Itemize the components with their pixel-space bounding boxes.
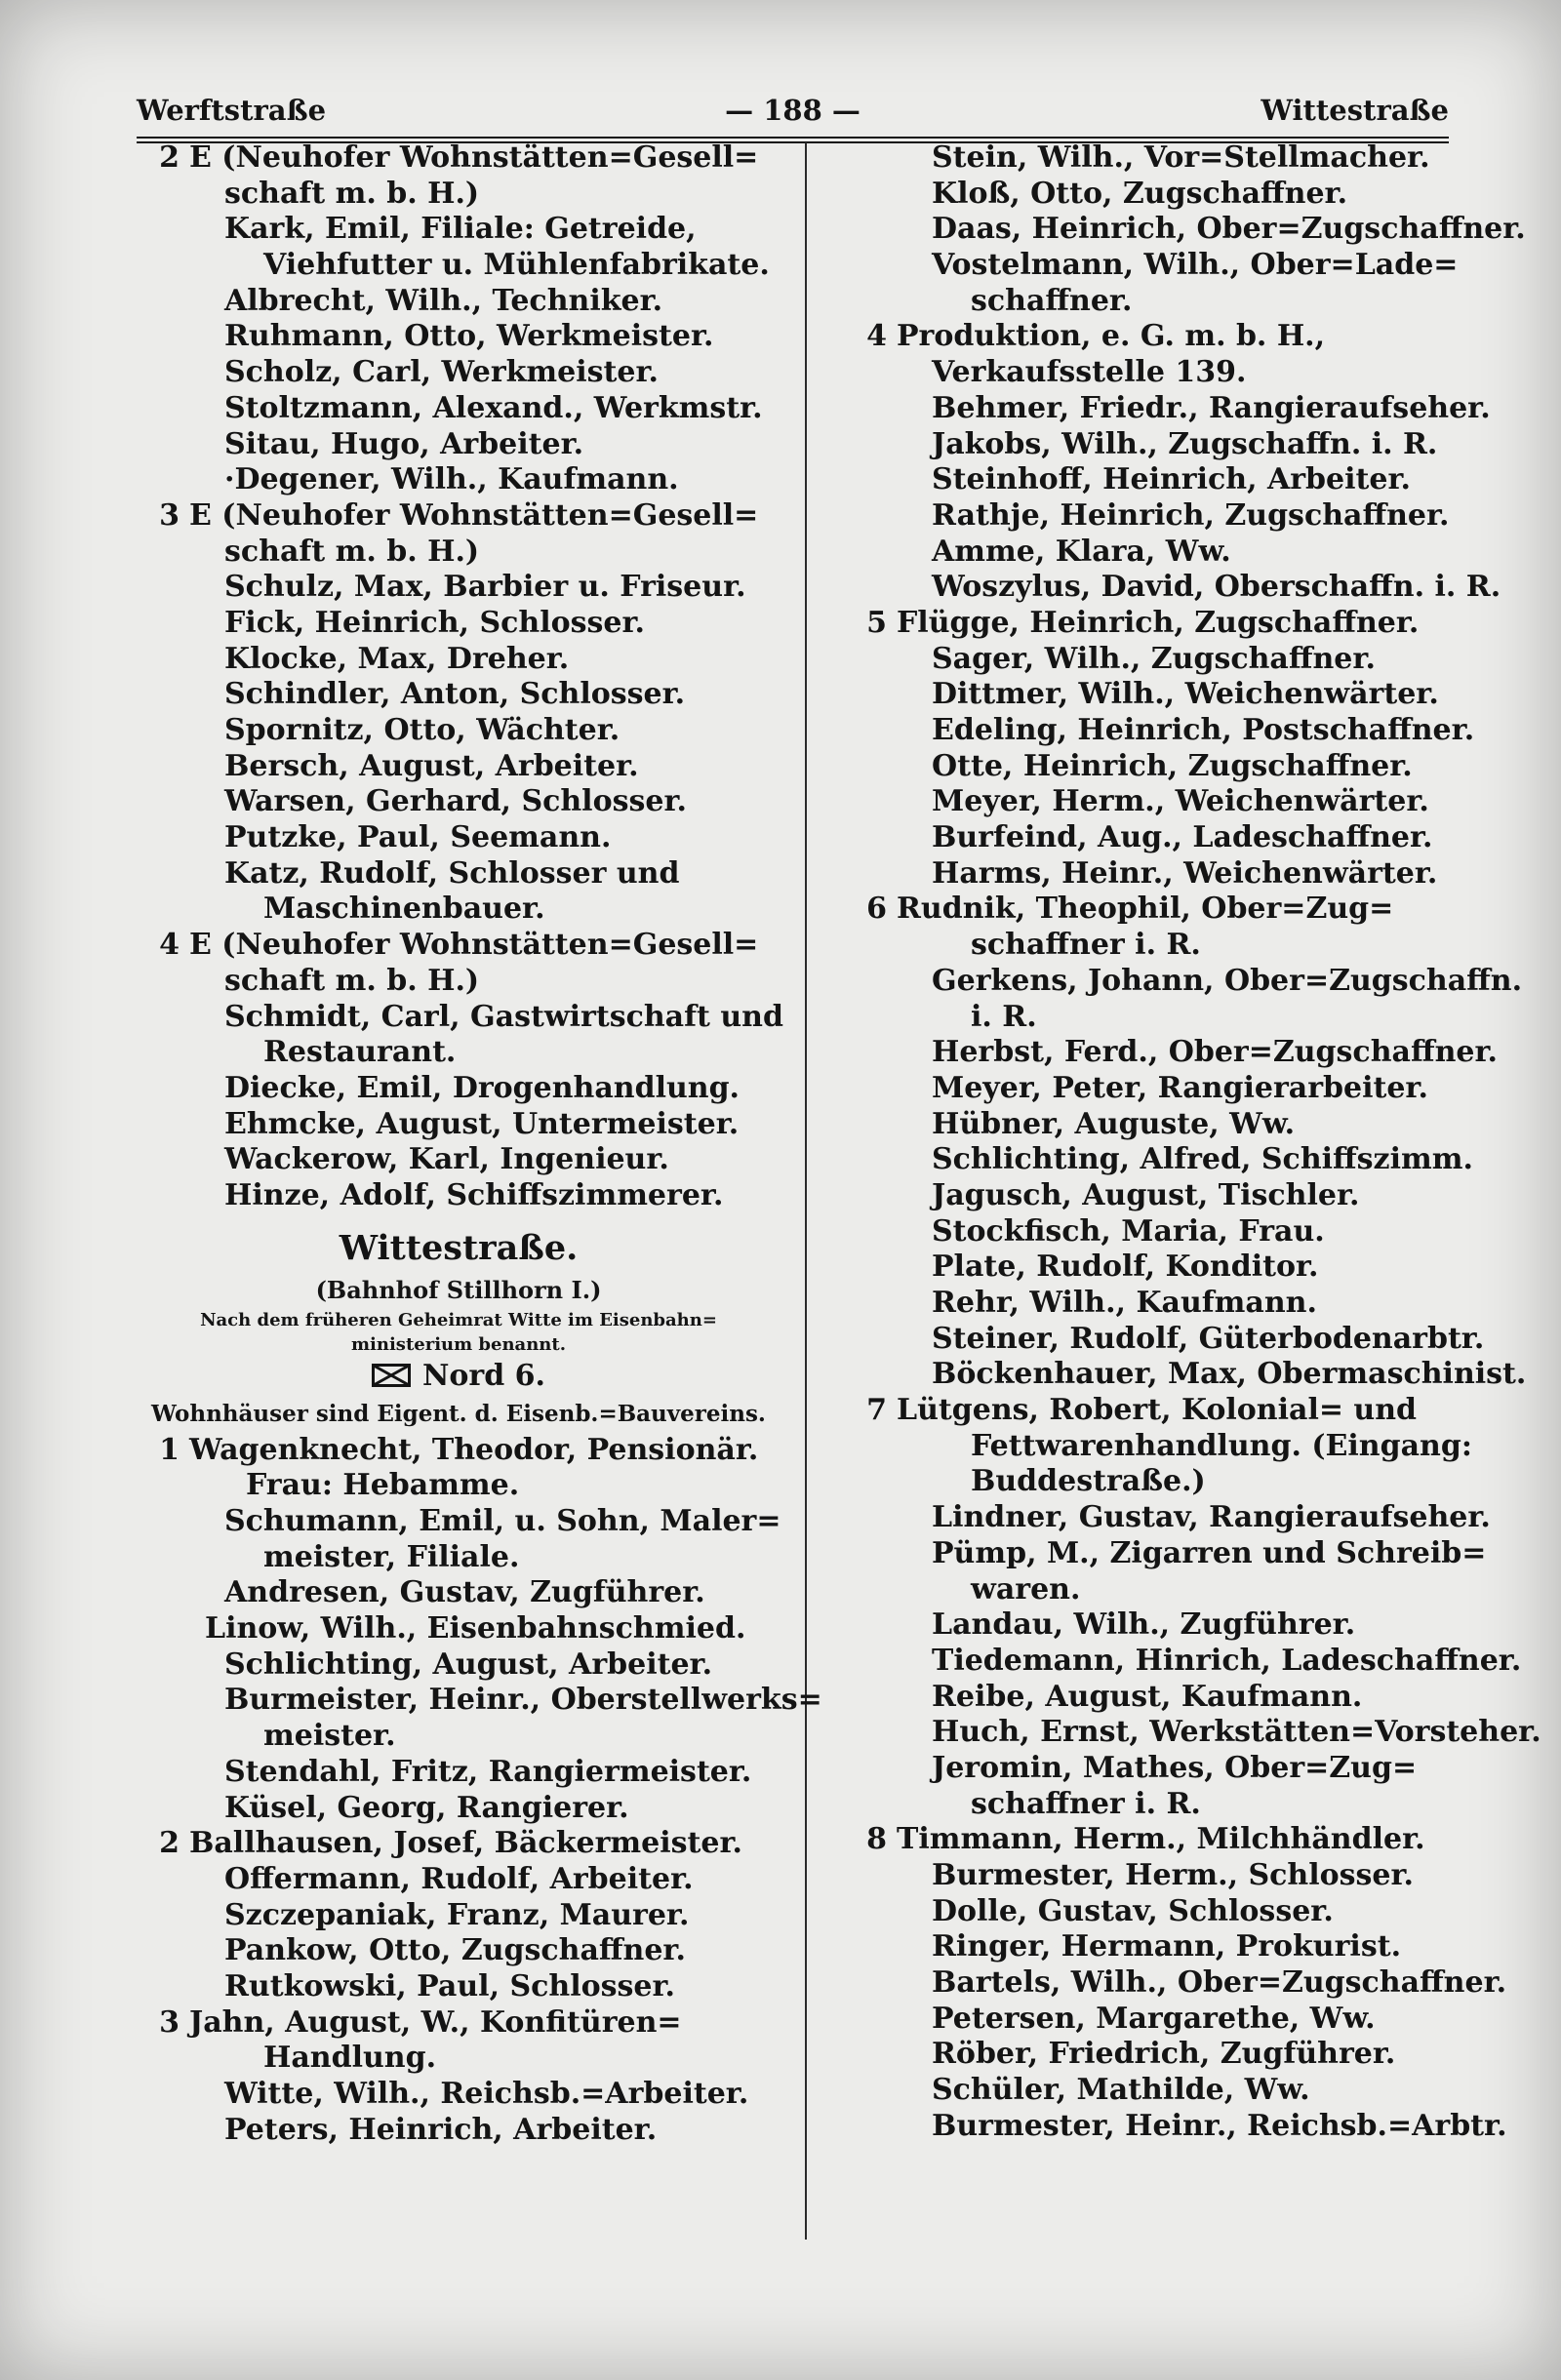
directory-entry: Küsel, Georg, Rangierer.	[224, 1790, 629, 1825]
street-subtitle: (Bahnhof Stillhorn I.)	[315, 1275, 602, 1304]
directory-entry: Röber, Friedrich, Zugführer.	[932, 2037, 1396, 2072]
directory-entry: Schmidt, Carl, Gastwirtschaft und	[224, 999, 783, 1034]
house-number-line	[137, 2005, 780, 2042]
directory-entry: Amme, Klara, Ww.	[932, 534, 1231, 569]
header-right-street: Wittestraße	[1261, 94, 1449, 127]
directory-entry: Kloß, Otto, Zugschaffner.	[932, 176, 1348, 211]
directory-entry: Landau, Wilh., Zugführer.	[932, 1607, 1356, 1643]
house-number: 4	[866, 319, 887, 354]
entry-first: Produktion, e. G. m. b. H.,	[897, 319, 1326, 354]
directory-entry: Rathje, Heinrich, Zugschaffner.	[932, 497, 1450, 533]
directory-entry: Huch, Ernst, Werkstätten=Vorsteher.	[932, 1715, 1541, 1750]
house-number: 3	[159, 497, 180, 533]
directory-entry: schaffner i. R.	[971, 1786, 1201, 1821]
directory-entry: Meyer, Herm., Weichenwärter.	[932, 784, 1429, 819]
house-number: 7	[866, 1393, 887, 1428]
directory-entry: Harms, Heinr., Weichenwärter.	[932, 855, 1438, 891]
entry-group	[844, 1428, 1541, 1823]
directory-entry: Hübner, Auguste, Ww.	[932, 1106, 1296, 1141]
directory-entry: Jakobs, Wilh., Zugschaffn. i. R.	[932, 426, 1438, 461]
house-number-line	[137, 1826, 780, 1862]
directory-entry: Jagusch, August, Tischler.	[932, 1177, 1360, 1212]
directory-entry: Gerkens, Johann, Ober=Zugschaffn.	[932, 963, 1523, 998]
house-number: 2	[159, 140, 180, 175]
house-number-line	[137, 928, 780, 964]
entry-first: Ballhausen, Josef, Bäckermeister.	[189, 1826, 742, 1861]
directory-entry: Steiner, Rudolf, Güterbodenarbtr.	[932, 1321, 1485, 1356]
directory-entry: Stein, Wilh., Vor=Stellmacher.	[932, 140, 1430, 175]
directory-entry: Meyer, Peter, Rangierarbeiter.	[932, 1070, 1428, 1105]
entry-group	[844, 355, 1501, 606]
entry-group	[137, 1862, 780, 2005]
directory-entry: Albrecht, Wilh., Techniker.	[224, 283, 663, 318]
house-number: 5	[866, 605, 887, 640]
left-column	[137, 140, 822, 2148]
directory-entry: Viehfutter u. Mühlenfabrikate.	[263, 248, 770, 283]
directory-entry: Buddestraße.)	[971, 1464, 1206, 1499]
directory-entry: Rutkowski, Paul, Schlosser.	[224, 1968, 675, 2003]
directory-entry: Sitau, Hugo, Arbeiter.	[224, 426, 584, 461]
directory-entry: Schulz, Max, Barbier u. Friseur.	[224, 570, 746, 605]
house-number-line	[844, 892, 1459, 928]
directory-entry: ·Degener, Wilh., Kaufmann.	[224, 462, 679, 497]
directory-entry: Vostelmann, Wilh., Ober=Lade=	[932, 248, 1459, 283]
directory-entry: Fettwarenhandlung. (Eingang:	[971, 1428, 1472, 1463]
directory-entry: Szczepaniak, Franz, Maurer.	[224, 1897, 690, 1932]
directory-entry: Burmeister, Heinr., Oberstellwerks=	[224, 1683, 822, 1718]
directory-entry: Pankow, Otto, Zugschaffner.	[224, 1933, 686, 1968]
directory-entry: Steinhoff, Heinrich, Arbeiter.	[932, 462, 1411, 497]
directory-entry: Kark, Emil, Filiale: Getreide,	[224, 212, 697, 247]
directory-entry: Petersen, Margarethe, Ww.	[932, 2001, 1376, 2036]
directory-entry: Dittmer, Wilh., Weichenwärter.	[932, 677, 1439, 712]
directory-entry: Herbst, Ferd., Ober=Zugschaffner.	[932, 1035, 1498, 1070]
directory-entry: Katz, Rudolf, Schlosser und	[224, 855, 680, 891]
entry-group	[137, 2041, 780, 2148]
directory-entry: Peters, Heinrich, Arbeiter.	[224, 2112, 658, 2147]
directory-entry: Ringer, Hermann, Prokurist.	[932, 1929, 1402, 1964]
house-number-line	[137, 1433, 780, 1469]
house-number: 8	[866, 1822, 887, 1857]
house-number-line	[844, 319, 1459, 355]
directory-entry: Tiedemann, Hinrich, Ladeschaffner.	[932, 1643, 1522, 1678]
house-number: 4	[159, 928, 180, 963]
entry-first: Rudnik, Theophil, Ober=Zug=	[897, 892, 1394, 927]
directory-entry: Woszylus, David, Oberschaffn. i. R.	[932, 570, 1501, 605]
page-number: — 188 —	[725, 94, 861, 127]
directory-entry: Restaurant.	[263, 1035, 457, 1070]
directory-entry: Offermann, Rudolf, Arbeiter.	[224, 1861, 694, 1896]
entry-group	[137, 1468, 822, 1826]
directory-entry: Schlichting, Alfred, Schiffszimm.	[932, 1142, 1473, 1177]
street-origin-line-1: Nach dem früheren Geheimrat Witte im Eisenbahn=	[200, 1309, 717, 1330]
directory-entry: Schlichting, August, Arbeiter.	[224, 1646, 713, 1682]
directory-entry: Andresen, Gustav, Zugführer.	[224, 1575, 705, 1610]
directory-entry: Bersch, August, Arbeiter.	[224, 748, 639, 783]
directory-entry: Dolle, Gustav, Schlosser.	[932, 1893, 1334, 1928]
directory-entry: Otte, Heinrich, Zugschaffner.	[932, 748, 1413, 783]
house-number: 6	[866, 892, 887, 927]
entry-group	[137, 570, 780, 928]
directory-entry: schaffner i. R.	[971, 928, 1201, 963]
directory-entry: Böckenhauer, Max, Obermaschinist.	[932, 1357, 1527, 1392]
entry-line: schaft m. b. H.)	[224, 534, 480, 569]
directory-entry: Rehr, Wilh., Kaufmann.	[932, 1286, 1317, 1320]
directory-entry: Klocke, Max, Dreher.	[224, 641, 570, 676]
house-number-line	[137, 140, 780, 177]
directory-entry: Burmester, Herm., Schlosser.	[932, 1858, 1414, 1892]
directory-entry: schaffner.	[971, 283, 1133, 318]
directory-entry: Burmester, Heinr., Reichsb.=Arbtr.	[932, 2108, 1507, 2143]
house-number: 1	[159, 1432, 180, 1467]
house-number: 2	[159, 1826, 180, 1861]
house-owner: E (Neuhofer Wohnstätten=Gesell=	[189, 497, 759, 533]
directory-entry: Diecke, Emil, Drogenhandlung.	[224, 1070, 740, 1105]
entry-first: Jahn, August, W., Konfitüren=	[189, 2004, 682, 2040]
directory-entry: Stockfisch, Maria, Frau.	[932, 1213, 1325, 1249]
directory-entry: Verkaufsstelle 139.	[932, 355, 1247, 390]
house-number-line	[844, 606, 1459, 642]
entry-first: Lütgens, Robert, Kolonial= und	[897, 1393, 1418, 1428]
entry-group	[137, 999, 783, 1214]
entry-first: Wagenknecht, Theodor, Pensionär.	[189, 1432, 759, 1467]
directory-entry: Stendahl, Fritz, Rangiermeister.	[224, 1754, 752, 1789]
house-number-line	[844, 1393, 1459, 1429]
right-column	[844, 140, 1541, 2145]
directory-entry: Lindner, Gustav, Rangieraufseher.	[932, 1500, 1491, 1535]
house-number-line	[844, 1822, 1459, 1858]
directory-entry: Pümp, M., Zigarren und Schreib=	[932, 1535, 1487, 1570]
street-heading: Wittestraße.	[339, 1227, 579, 1268]
directory-entry: Schüler, Mathilde, Ww.	[932, 2073, 1310, 2108]
directory-entry: Scholz, Carl, Werkmeister.	[224, 355, 659, 390]
entry-group	[844, 1858, 1507, 2145]
directory-entry: Schumann, Emil, u. Sohn, Maler=	[224, 1504, 781, 1538]
entry-first: Timmann, Herm., Milchhändler.	[897, 1822, 1425, 1857]
directory-entry: Fick, Heinrich, Schlosser.	[224, 605, 645, 640]
directory-entry: Reibe, August, Kaufmann.	[932, 1679, 1363, 1714]
directory-entry: Spornitz, Otto, Wächter.	[224, 713, 620, 747]
postal-district-label: Nord 6.	[422, 1358, 545, 1393]
house-number: 3	[159, 2004, 180, 2040]
directory-entry: Plate, Rudolf, Konditor.	[932, 1250, 1319, 1285]
directory-entry: Hinze, Adolf, Schiffszimmerer.	[224, 1177, 724, 1212]
directory-entry: Ehmcke, August, Untermeister.	[224, 1106, 740, 1141]
postal-district	[137, 1357, 780, 1396]
directory-entry: Linow, Wilh., Eisenbahnschmied.	[205, 1611, 746, 1646]
entry-group	[844, 928, 1527, 1393]
directory-entry: Witte, Wilh., Reichsb.=Arbeiter.	[224, 2077, 749, 2111]
directory-entry: Stoltzmann, Alexand., Werkmstr.	[224, 390, 763, 425]
house-owner: E (Neuhofer Wohnstätten=Gesell=	[189, 928, 759, 963]
directory-entry: Behmer, Friedr., Rangieraufseher.	[932, 390, 1491, 425]
directory-entry: Jeromin, Mathes, Ober=Zug=	[932, 1750, 1418, 1785]
entry-group	[137, 212, 780, 498]
directory-entry: meister, Filiale.	[263, 1539, 520, 1574]
directory-entry: waren.	[971, 1571, 1081, 1606]
entry-group	[844, 140, 1526, 319]
directory-entry: Warsen, Gerhard, Schlosser.	[224, 784, 687, 819]
directory-entry: Edeling, Heinrich, Postschaffner.	[932, 713, 1475, 747]
entry-line: schaft m. b. H.)	[224, 176, 480, 211]
envelope-icon	[372, 1364, 411, 1387]
header-left-street: Werftstraße	[137, 94, 327, 127]
directory-entry: i. R.	[971, 999, 1037, 1034]
directory-entry: Sager, Wilh., Zugschaffner.	[932, 641, 1376, 676]
directory-entry: Burfeind, Aug., Ladeschaffner.	[932, 820, 1433, 855]
directory-entry: meister.	[263, 1719, 396, 1754]
directory-entry: Daas, Heinrich, Ober=Zugschaffner.	[932, 212, 1526, 247]
directory-entry: Bartels, Wilh., Ober=Zugschaffner.	[932, 1965, 1507, 2001]
entry-first: Flügge, Heinrich, Zugschaffner.	[897, 605, 1420, 640]
directory-entry: Maschinenbauer.	[263, 892, 545, 927]
directory-entry: Schindler, Anton, Schlosser.	[224, 677, 686, 712]
directory-entry: Handlung.	[263, 2041, 437, 2076]
entry-line: schaft m. b. H.)	[224, 963, 480, 998]
house-owner: E (Neuhofer Wohnstätten=Gesell=	[189, 140, 759, 175]
directory-entry: Putzke, Paul, Seemann.	[224, 820, 612, 855]
street-origin-line-2: ministerium benannt.	[351, 1333, 566, 1355]
directory-entry: Ruhmann, Otto, Werkmeister.	[224, 319, 714, 354]
running-head	[137, 86, 1449, 135]
directory-entry: Wackerow, Karl, Ingenieur.	[224, 1142, 669, 1177]
entry-group	[844, 641, 1475, 892]
column-divider	[805, 142, 807, 2240]
ownership-note: Wohnhäuser sind Eigent. d. Eisenb.=Bauvereins.	[151, 1400, 766, 1427]
house-number-line	[137, 498, 780, 535]
directory-entry: Frau: Hebamme.	[246, 1468, 520, 1503]
